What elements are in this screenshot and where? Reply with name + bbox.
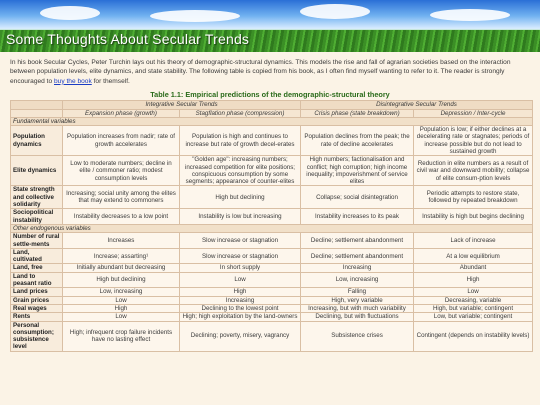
- table-cell: Subsistence crises: [301, 321, 414, 351]
- header-banner: [0, 0, 540, 52]
- table-caption: Table 1.1: Empirical predictions of the demographic-structural theory: [150, 90, 390, 100]
- phase-header-depression: Depression / Inter-cycle: [414, 109, 533, 117]
- empty-corner-cell: [11, 109, 63, 117]
- table-cell: Low, increasing: [63, 288, 180, 296]
- table-cell: High: [63, 304, 180, 312]
- table-cell: Increasing, but with much variability: [301, 304, 414, 312]
- table-cell: Decreasing, variable: [414, 296, 533, 304]
- table-row: [11, 156, 533, 186]
- table-cell: Lack of increase: [414, 233, 533, 249]
- table-row: [11, 248, 533, 264]
- table-row: [11, 209, 533, 225]
- row-label: Personal consumption; subsistence level: [11, 321, 63, 351]
- intro-paragraph: [10, 58, 528, 86]
- row-label: Elite dynamics: [11, 156, 63, 186]
- table-cell: High: [414, 272, 533, 288]
- table-cell: Population increases from nadir; rate of growth accelerates: [63, 126, 180, 156]
- empty-corner-cell: [11, 101, 63, 109]
- section-title: Fundamental variables: [11, 117, 533, 125]
- row-label: Land, cultivated: [11, 248, 63, 264]
- table-row: [11, 126, 533, 156]
- table-cell: Collapse; social disintegration: [301, 186, 414, 209]
- row-label: Rents: [11, 313, 63, 321]
- table-row: [11, 321, 533, 351]
- table-row: [11, 313, 533, 321]
- table-cell: High: [180, 288, 301, 296]
- table-cell: Population is high and continues to increase but rate of growth decel-erates: [180, 126, 301, 156]
- table-cell: Low, but variable; contingent: [414, 313, 533, 321]
- row-label: Land, free: [11, 264, 63, 272]
- table-cell: High but declining: [180, 186, 301, 209]
- table-cell: Low: [180, 272, 301, 288]
- table-cell: Reduction in elite numbers as a result of civil war and downward mobility; collapse of elite consum-ption levels: [414, 156, 533, 186]
- table-row: [11, 296, 533, 304]
- cloud-shape: [150, 10, 240, 22]
- table-cell: Low to moderate numbers; decline in elite / commoner ratio; modest consumption levels: [63, 156, 180, 186]
- cloud-shape: [300, 4, 370, 19]
- table-cell: High; high exploitation by the land-owners: [180, 313, 301, 321]
- row-label: Number of rural settle-ments: [11, 233, 63, 249]
- cloud-shape: [430, 9, 510, 21]
- table-cell: Slow increase or stagnation: [180, 233, 301, 249]
- table-cell: Initially abundant but decreasing: [63, 264, 180, 272]
- table-row: [11, 304, 533, 312]
- table-cell: Increase; assarting¹: [63, 248, 180, 264]
- table-cell: High; infrequent crop failure incidents have no lasting effect: [63, 321, 180, 351]
- table-cell: Instability decreases to a low point: [63, 209, 180, 225]
- table-cell: Instability is low but increasing: [180, 209, 301, 225]
- section-row: [11, 224, 533, 232]
- page-title: Some Thoughts About Secular Trends: [6, 31, 250, 47]
- predictions-table: [10, 100, 533, 352]
- table-cell: Low: [414, 288, 533, 296]
- table-cell: Increasing; social unity among the elites that may extend to commoners: [63, 186, 180, 209]
- table-cell: Instability increases to its peak: [301, 209, 414, 225]
- table-cell: High, very variable: [301, 296, 414, 304]
- section-title: Other endogenous variables: [11, 224, 533, 232]
- group-header-disintegrative: Disintegrative Secular Trends: [301, 101, 533, 109]
- buy-book-link[interactable]: buy the book: [54, 77, 92, 85]
- table-cell: Instability is high but begins declining: [414, 209, 533, 225]
- row-label: Land prices: [11, 288, 63, 296]
- table-row: [11, 272, 533, 288]
- table-cell: Declining, but with fluctuations: [301, 313, 414, 321]
- phase-header-expansion: Expansion phase (growth): [63, 109, 180, 117]
- intro-text-end: for themself.: [91, 77, 130, 85]
- table-cell: "Golden age": increasing numbers; increased competition for elite positions; conspicuous consumption by some segments; appearance of counter-elites: [180, 156, 301, 186]
- phase-header-crisis: Crisis phase (state breakdown): [301, 109, 414, 117]
- table-row: [11, 186, 533, 209]
- table-cell: In short supply: [180, 264, 301, 272]
- intro-text: In his book Secular Cycles, Peter Turchin lays out his theory of demographic-structural dynamics. This models the rise and fall of agrarian societies based on the interaction between population levels, elite dynamics, and state stability. The following table is copied from his book, as I often find myself wanting to refer to it. The reader is strongly encouraged to: [10, 59, 511, 85]
- row-label: Population dynamics: [11, 126, 63, 156]
- row-label: Sociopolitical instability: [11, 209, 63, 225]
- table-cell: Decline; settlement abandonment: [301, 248, 414, 264]
- table-cell: At a low equilibrium: [414, 248, 533, 264]
- table-cell: Increases: [63, 233, 180, 249]
- table-cell: Falling: [301, 288, 414, 296]
- table-row: [11, 233, 533, 249]
- table-cell: Decline; settlement abandonment: [301, 233, 414, 249]
- row-label: Land to peasant ratio: [11, 272, 63, 288]
- group-header-integrative: Integrative Secular Trends: [63, 101, 301, 109]
- table-row: [11, 288, 533, 296]
- row-label: Real wages: [11, 304, 63, 312]
- cloud-shape: [40, 6, 100, 20]
- table-cell: Periodic attempts to restore state, followed by repeated breakdown: [414, 186, 533, 209]
- table-row: [11, 264, 533, 272]
- table-cell: Declining to the lowest point: [180, 304, 301, 312]
- table-cell: Increasing: [180, 296, 301, 304]
- table-cell: Low: [63, 296, 180, 304]
- table-cell: Low: [63, 313, 180, 321]
- table-cell: Population declines from the peak; the rate of decline accelerates: [301, 126, 414, 156]
- row-label: Grain prices: [11, 296, 63, 304]
- table-cell: Low, increasing: [301, 272, 414, 288]
- table-cell: High numbers; factionalisation and conflict; high corruption; high income inequality; impoverishment of service elites: [301, 156, 414, 186]
- table-cell: Abundant: [414, 264, 533, 272]
- table-cell: Slow increase or stagnation: [180, 248, 301, 264]
- table-cell: High but declining: [63, 272, 180, 288]
- table-cell: Contingent (depends on instability levels): [414, 321, 533, 351]
- section-row: [11, 117, 533, 125]
- table-cell: High, but variable; contingent: [414, 304, 533, 312]
- phase-header-stagflation: Stagflation phase (compression): [180, 109, 301, 117]
- table-cell: Declining; poverty, misery, vagrancy: [180, 321, 301, 351]
- table-cell: Population is low; if either declines at a decelerating rate or stagnates; periods of increase possible but do not lead to sustained growth: [414, 126, 533, 156]
- table-cell: Increasing: [301, 264, 414, 272]
- row-label: State strength and collective solidarity: [11, 186, 63, 209]
